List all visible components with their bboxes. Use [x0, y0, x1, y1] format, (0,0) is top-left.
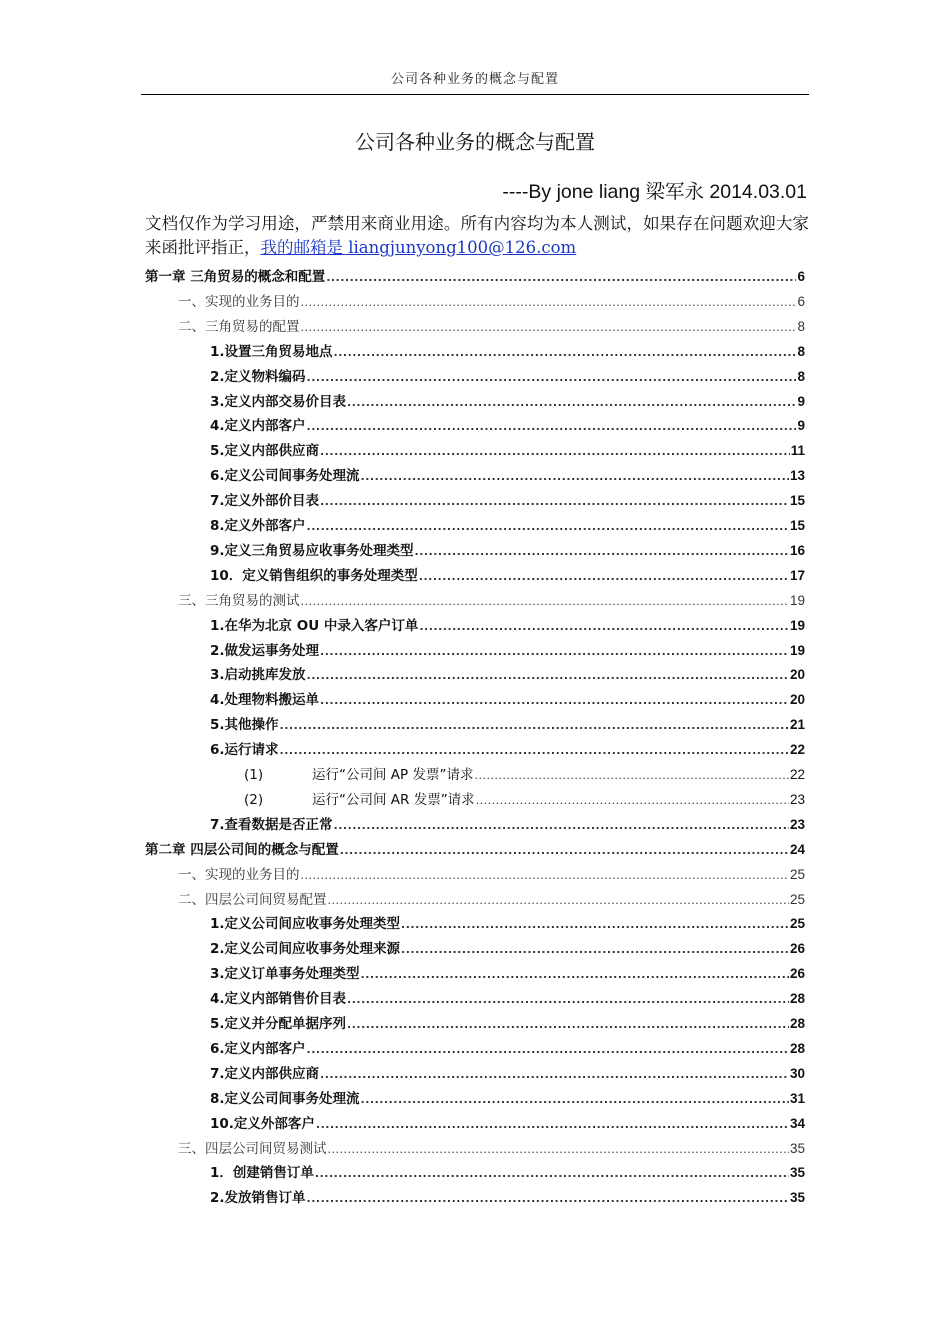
header-rule: [141, 94, 809, 95]
toc-entry[interactable]: [210, 639, 805, 663]
toc-entry-title: 1．创建销售订单: [210, 1165, 314, 1182]
author-byline: ----By jone liang 梁军永 2014.03.01: [502, 181, 807, 203]
toc-page-number: 11: [790, 443, 805, 459]
toc-entry[interactable]: [210, 1012, 805, 1036]
toc-entry-title: 二、三角贸易的配置: [178, 318, 300, 335]
toc-entry[interactable]: [178, 290, 805, 314]
toc-entry-title: 8.定义外部客户: [210, 518, 306, 534]
toc-entry-title: [244, 763, 473, 787]
toc-page-number: 22: [789, 767, 805, 782]
toc-dot-leader: [301, 864, 789, 888]
toc-page-number: 8: [797, 343, 805, 359]
toc-entry-title: 7.定义内部供应商: [210, 1065, 320, 1082]
toc-entry-title: 2.定义公司间应收事务处理来源: [210, 941, 401, 958]
toc-dot-leader: [280, 714, 789, 738]
toc-dot-leader: [328, 889, 789, 913]
toc-page-number: 20: [789, 667, 805, 683]
toc-page-number: 19: [789, 642, 805, 658]
toc-entry-text: 运行“公司间 AP 发票”请求: [312, 767, 474, 783]
toc-entry[interactable]: [145, 838, 805, 862]
toc-page-number: 28: [789, 1016, 805, 1031]
toc-page-number: 30: [789, 1065, 805, 1081]
toc-dot-leader: [320, 1063, 789, 1087]
toc-entry-title: 4.定义内部客户: [210, 418, 306, 435]
toc-dot-leader: [419, 565, 789, 589]
toc-entry[interactable]: [210, 439, 805, 463]
toc-dot-leader: [280, 739, 789, 763]
toc-dot-leader: [474, 764, 789, 788]
toc-page-number: 25: [789, 866, 805, 882]
toc-entry-title: 3.启动挑库发放: [210, 667, 306, 684]
toc-page-number: 35: [789, 1165, 805, 1181]
toc-dot-leader: [307, 1187, 789, 1211]
toc-entry[interactable]: [210, 414, 805, 438]
toc-entry-title: 2.发放销售订单: [210, 1190, 306, 1207]
toc-entry-title: 6.定义内部客户: [210, 1040, 306, 1057]
toc-entry-title: 5.定义内部供应商: [210, 443, 320, 460]
toc-entry[interactable]: [210, 1161, 805, 1185]
toc-entry[interactable]: [244, 788, 805, 812]
toc-page-number: 28: [789, 991, 805, 1007]
toc-page-number: 15: [789, 493, 805, 509]
toc-dot-leader: [326, 266, 796, 290]
toc-entry-title: 2.做发运事务处理: [210, 642, 320, 659]
toc-entry[interactable]: [210, 614, 805, 638]
toc-entry-title: 5.其他操作: [210, 717, 279, 734]
toc-entry-title: 三、四层公司间贸易测试: [178, 1140, 327, 1157]
toc-entry-number: (1): [244, 767, 264, 783]
toc-dot-leader: [347, 1013, 789, 1037]
toc-page-number: 23: [789, 816, 805, 832]
toc-page-number: 31: [789, 1090, 805, 1106]
toc-page-number: 34: [789, 1115, 805, 1131]
toc-page-number: 26: [789, 966, 805, 982]
toc-page-number: 23: [789, 791, 805, 807]
toc-dot-leader: [307, 366, 797, 390]
toc-entry-title: 2.定义物料编码: [210, 368, 306, 385]
toc-page-number: 20: [789, 692, 805, 708]
toc-dot-leader: [320, 490, 789, 514]
toc-entry-title: 6.运行请求: [210, 742, 279, 759]
document-title: 公司各种业务的概念与配置: [355, 130, 595, 154]
toc-entry[interactable]: [178, 589, 805, 613]
toc-entry-number: (2): [244, 791, 264, 808]
toc-entry[interactable]: [210, 1186, 805, 1210]
toc-dot-leader: [340, 839, 789, 863]
toc-page-number: 17: [789, 567, 805, 583]
toc-dot-leader: [316, 1113, 789, 1137]
toc-entry-title: 4.定义内部销售价目表: [210, 991, 347, 1008]
toc-entry[interactable]: [244, 763, 805, 787]
toc-dot-leader: [301, 590, 789, 614]
toc-page-number: 35: [789, 1190, 805, 1206]
toc-page-number: 16: [789, 542, 805, 558]
toc-entry[interactable]: [210, 1112, 805, 1136]
toc-entry[interactable]: [210, 813, 805, 837]
toc-page-number: 8: [797, 318, 805, 334]
toc-entry[interactable]: [145, 265, 805, 289]
toc-entry[interactable]: [210, 514, 805, 538]
toc-entry-title: 一、实现的业务目的: [178, 866, 300, 883]
toc-dot-leader: [361, 465, 789, 489]
toc-dot-leader: [307, 1038, 789, 1062]
toc-entry-title: 7.查看数据是否正常: [210, 816, 333, 833]
toc-entry-title: 7.定义外部价目表: [210, 493, 320, 510]
toc-entry[interactable]: [210, 962, 805, 986]
toc-entry-title: 一、实现的业务目的: [178, 293, 300, 310]
toc-entry[interactable]: [210, 688, 805, 712]
toc-entry-title: 8.定义公司间事务处理流: [210, 1090, 360, 1107]
toc-entry-text: 运行“公司间 AR 发票”请求: [312, 791, 475, 808]
intro-paragraph: [145, 212, 809, 260]
toc-entry-title: 10．定义销售组织的事务处理类型: [210, 567, 418, 584]
toc-entry[interactable]: [210, 663, 805, 687]
toc-dot-leader: [415, 540, 789, 564]
toc-entry-title: 6.定义公司间事务处理流: [210, 468, 360, 485]
toc-entry-title: 5.定义并分配单据序列: [210, 1016, 347, 1032]
toc-page-number: 26: [789, 941, 805, 957]
toc-entry[interactable]: [210, 1062, 805, 1086]
toc-entry-title: [244, 788, 475, 812]
toc-entry-title: 4.处理物料搬运单: [210, 692, 320, 709]
toc-page-number: 25: [789, 891, 805, 907]
toc-dot-leader: [419, 615, 789, 639]
toc-entry-title: 二、四层公司间贸易配置: [178, 891, 327, 908]
toc-entry-title: 1.在华为北京 OU 中录入客户订单: [210, 617, 419, 634]
toc-page-number: 15: [789, 518, 805, 533]
toc-entry[interactable]: [210, 1087, 805, 1111]
toc-dot-leader: [320, 440, 790, 464]
toc-dot-leader: [334, 341, 797, 365]
toc-entry-title: 三、三角贸易的测试: [178, 592, 300, 609]
toc-page-number: 22: [789, 742, 805, 758]
toc-dot-leader: [334, 814, 789, 838]
toc-page-number: 24: [789, 841, 805, 857]
toc-entry-title: 10.定义外部客户: [210, 1115, 315, 1132]
toc-entry[interactable]: [210, 365, 805, 389]
toc-entry[interactable]: [210, 738, 805, 762]
toc-page-number: 6: [797, 269, 805, 284]
toc-dot-leader: [401, 938, 789, 962]
toc-entry[interactable]: [178, 315, 805, 339]
email-link[interactable]: 我的邮箱是 liangjunyong100@126.com: [260, 238, 577, 257]
toc-entry-title: 9.定义三角贸易应收事务处理类型: [210, 542, 414, 559]
toc-entry-title: 1.定义公司间应收事务处理类型: [210, 916, 401, 933]
toc-dot-leader: [307, 415, 797, 439]
toc-dot-leader: [347, 988, 789, 1012]
toc-page-number: 35: [789, 1140, 805, 1156]
toc-dot-leader: [401, 913, 789, 937]
toc-entry[interactable]: [210, 390, 805, 414]
toc-entry[interactable]: [210, 987, 805, 1011]
toc-dot-leader: [301, 291, 797, 315]
toc-entry[interactable]: [178, 1137, 805, 1161]
toc-dot-leader: [476, 789, 789, 813]
toc-entry[interactable]: [178, 888, 805, 912]
toc-page-number: 19: [789, 617, 805, 633]
toc-page-number: 9: [797, 418, 805, 434]
toc-dot-leader: [320, 689, 789, 713]
toc-entry-title: 第一章 三角贸易的概念和配置: [145, 269, 326, 285]
toc-dot-leader: [347, 391, 796, 415]
toc-entry[interactable]: [210, 564, 805, 588]
toc-entry-title: 1.设置三角贸易地点: [210, 343, 333, 360]
toc-dot-leader: [320, 640, 789, 664]
toc-entry[interactable]: [210, 464, 805, 488]
toc-entry-title: 第二章 四层公司间的概念与配置: [145, 841, 339, 858]
toc-page-number: 8: [797, 368, 805, 384]
toc-dot-leader: [307, 515, 789, 539]
toc-entry[interactable]: [178, 863, 805, 887]
toc-dot-leader: [361, 963, 789, 987]
toc-dot-leader: [301, 316, 797, 340]
toc-page-number: 28: [789, 1040, 805, 1056]
toc-entry[interactable]: [210, 713, 805, 737]
toc-entry[interactable]: [210, 912, 805, 936]
toc-entry-title: 3.定义订单事务处理类型: [210, 966, 360, 983]
toc-entry[interactable]: [210, 489, 805, 513]
toc-entry[interactable]: [210, 937, 805, 961]
toc-entry[interactable]: [210, 340, 805, 364]
toc-entry-title: 3.定义内部交易价目表: [210, 393, 347, 410]
toc-dot-leader: [315, 1162, 789, 1186]
toc-dot-leader: [307, 664, 789, 688]
toc-page-number: 13: [789, 468, 805, 484]
toc-dot-leader: [328, 1138, 789, 1162]
toc-dot-leader: [361, 1088, 789, 1112]
toc-entry[interactable]: [210, 1037, 805, 1061]
toc-page-number: 25: [789, 916, 805, 932]
toc-entry[interactable]: [210, 539, 805, 563]
toc-page-number: 9: [797, 393, 805, 409]
toc-page-number: 19: [789, 592, 805, 608]
toc-page-number: 6: [797, 293, 805, 309]
running-header: 公司各种业务的概念与配置: [390, 72, 559, 87]
toc-page-number: 21: [789, 717, 805, 733]
intro-text: 文档仅作为学习用途，严禁用来商业用途。所有内容均为本人测试，如果存在问题欢迎大家来函批评指正，: [145, 214, 809, 257]
